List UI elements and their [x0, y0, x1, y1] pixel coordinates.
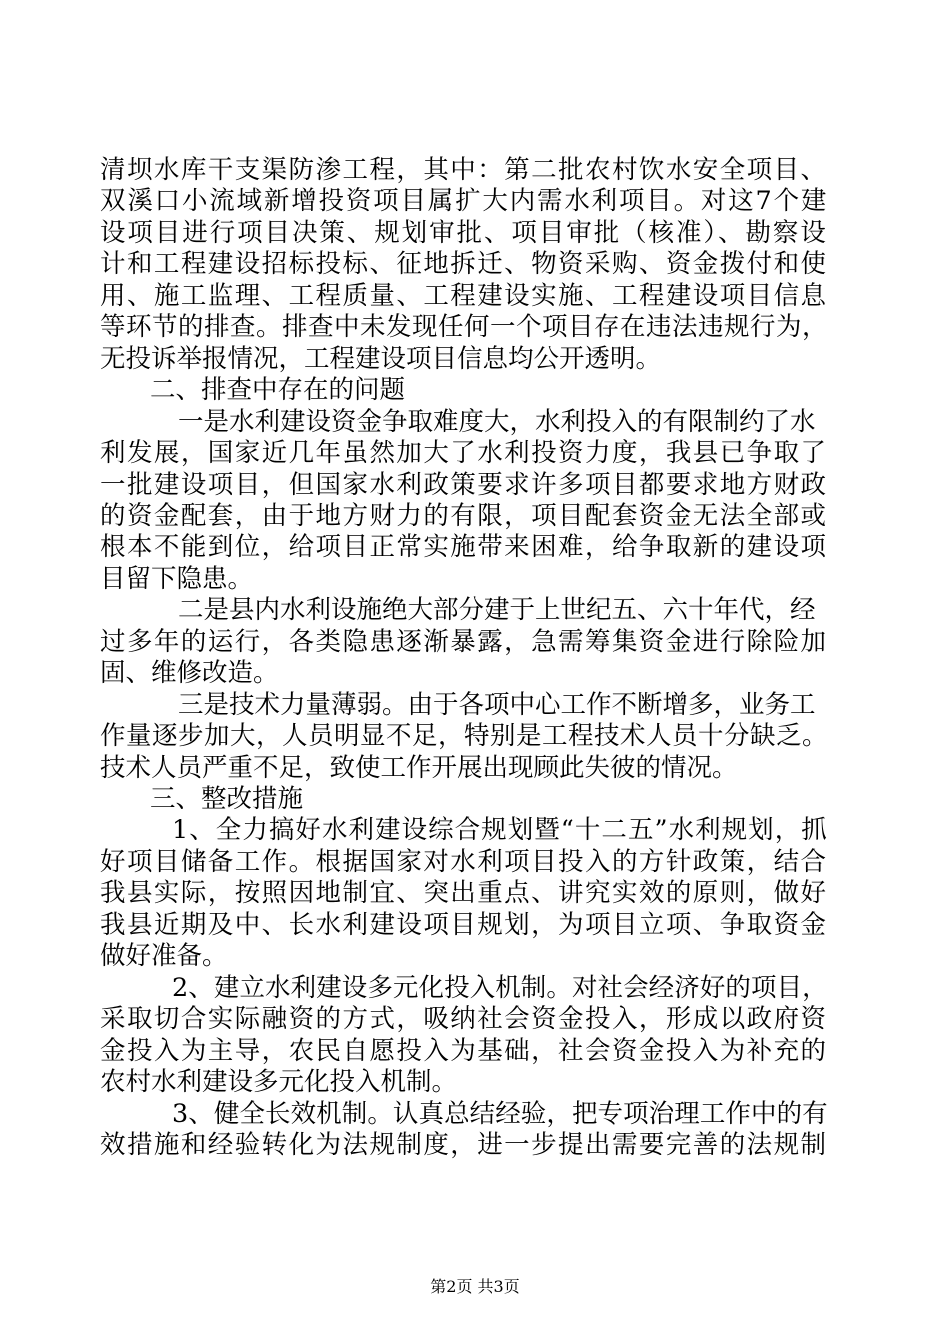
text-line: 目留下隐患。 [100, 563, 254, 594]
text-line: 过多年的运行，各类隐患逐渐暴露，急需筹集资金进行除险加 [100, 626, 828, 657]
text-line: 我县实际，按照因地制宜、突出重点、讲究实效的原则，做好 [100, 878, 828, 909]
text-line: 技术人员严重不足，致使工作开展出现顾此失彼的情况。 [100, 752, 738, 783]
text-line: 利发展，国家近几年虽然加大了水利投资力度，我县已争取了 [100, 438, 828, 469]
text-line: 三是技术力量薄弱。由于各项中心工作不断增多，业务工 [178, 689, 816, 720]
page-number-footer: 第2页 共3页 [430, 1277, 520, 1296]
text-line: 1、全力搞好水利建设综合规划暨“十二五”水利规划，抓 [172, 815, 828, 846]
text-line: 好项目储备工作。根据国家对水利项目投入的方针政策，结合 [100, 846, 828, 877]
section-heading: 二、排查中存在的问题 [150, 375, 406, 406]
text-line: 做好准备。 [100, 941, 228, 972]
text-line: 等环节的排查。排查中未发现任何一个项目存在违法违规行为， [100, 312, 829, 343]
text-line: 无投诉举报情况，工程建设项目信息均公开透明。 [100, 343, 662, 374]
text-line: 根本不能到位，给项目正常实施带来困难，给争取新的建设项 [100, 532, 828, 563]
text-line: 设项目进行项目决策、规划审批、项目审批（核准）、勘察设 [100, 217, 828, 248]
text-line: 固、维修改造。 [100, 658, 279, 689]
text-line: 二是县内水利设施绝大部分建于上世纪五、六十年代，经 [178, 595, 816, 626]
text-line: 双溪口小流域新增投资项目属扩大内需水利项目。对这7个建 [100, 186, 829, 217]
text-line: 一批建设项目，但国家水利政策要求许多项目都要求地方财政 [100, 469, 828, 500]
section-heading: 三、整改措施 [150, 784, 304, 814]
text-line: 作量逐步加大，人员明显不足，特别是工程技术人员十分缺乏。 [100, 721, 829, 752]
text-line: 效措施和经验转化为法规制度，进一步提出需要完善的法规制 [100, 1129, 828, 1160]
text-line: 2、建立水利建设多元化投入机制。对社会经济好的项目， [172, 972, 828, 1003]
text-line: 用、施工监理、工程质量、工程建设实施、工程建设项目信息 [100, 280, 828, 311]
text-line: 一是水利建设资金争取难度大，水利投入的有限制约了水 [178, 406, 816, 437]
text-line: 计和工程建设招标投标、征地拆迁、物资采购、资金拨付和使 [100, 249, 828, 280]
text-line: 的资金配套，由于地方财力的有限，项目配套资金无法全部或 [100, 500, 828, 531]
text-line: 金投入为主导，农民自愿投入为基础，社会资金投入为补充的 [100, 1035, 828, 1066]
text-line: 农村水利建设多元化投入机制。 [100, 1067, 458, 1098]
text-line: 清坝水库干支渠防渗工程，其中：第二批农村饮水安全项目、 [100, 155, 828, 185]
text-line: 我县近期及中、长水利建设项目规划，为项目立项、争取资金 [100, 909, 828, 940]
text-line: 采取切合实际融资的方式，吸纳社会资金投入，形成以政府资 [100, 1004, 828, 1035]
text-line: 3、健全长效机制。认真总结经验，把专项治理工作中的有 [172, 1098, 828, 1129]
